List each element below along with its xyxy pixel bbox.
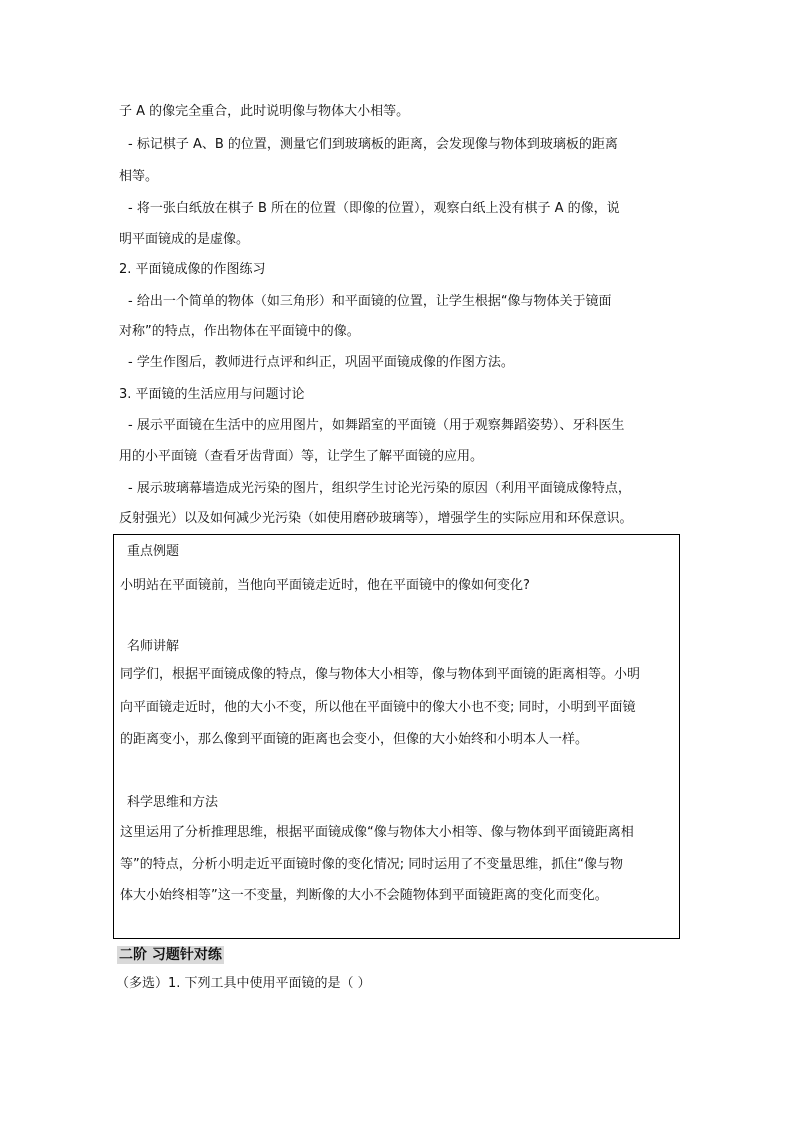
- method-title: 科学思维和方法: [127, 795, 219, 810]
- explain-line-2: 向平面镜走近时，他的大小不变，所以他在平面镜中的像大小也不变; 同时，小明到平面镜: [120, 700, 636, 715]
- method-line-3: 体大小始终相等”这一不变量，判断像的大小不会随物体到平面镜距离的变化而变化。: [120, 888, 608, 903]
- method-line-2: 等”的特点，分析小明走近平面镜时像的变化情况; 同时运用了不变量思维，抓住“像与物: [120, 857, 623, 872]
- explain-line-1: 同学们，根据平面镜成像的特点，像与物体大小相等，像与物体到平面镜的距离相等。小明: [120, 667, 641, 682]
- intro-line-12: 用的小平面镜（查看牙齿背面）等，让学生了解平面镜的应用。: [119, 449, 484, 464]
- section-3-heading: 3. 平面镜的生活应用与问题讨论: [119, 387, 305, 402]
- intro-line-5: 明平面镜成的是虚像。: [119, 232, 250, 247]
- intro-line-14: 反射强光）以及如何减少光污染（如使用磨砂玻璃等），增强学生的实际应用和环保意识。: [119, 511, 633, 526]
- intro-line-8: 对称”的特点，作出物体在平面镜中的像。: [119, 324, 360, 339]
- practice-section-heading: 二阶 习题针对练: [119, 947, 222, 963]
- intro-line-1: 子 A 的像完全重合，此时说明像与物体大小相等。: [119, 104, 410, 119]
- intro-line-4: - 将一张白纸放在棋子 B 所在的位置（即像的位置），观察白纸上没有棋子 A 的像，说: [128, 201, 620, 216]
- intro-line-3: 相等。: [119, 169, 159, 184]
- intro-line-13: - 展示玻璃幕墙造成光污染的图片，组织学生讨论光污染的原因（利用平面镜成像特点，: [128, 481, 631, 496]
- explain-line-3: 的距离变小，那么像到平面镜的距离也会变小，但像的大小始终和小明本人一样。: [120, 732, 589, 747]
- example-box: [113, 534, 680, 939]
- intro-line-9: - 学生作图后，教师进行点评和纠正，巩固平面镜成像的作图方法。: [128, 355, 514, 370]
- method-line-1: 这里运用了分析推理思维，根据平面镜成像“像与物体大小相等、像与物体到平面镜距离相: [120, 825, 634, 840]
- intro-line-11: - 展示平面镜在生活中的应用图片，如舞蹈室的平面镜（用于观察舞蹈姿势）、牙科医生: [128, 418, 625, 433]
- example-title: 重点例题: [127, 544, 180, 559]
- intro-line-7: - 给出一个简单的物体（如三角形）和平面镜的位置，让学生根据“像与物体关于镜面: [128, 294, 612, 309]
- explain-title: 名师讲解: [127, 639, 180, 654]
- question-1: （多选）1. 下列工具中使用平面镜的是（ ）: [116, 976, 371, 991]
- section-2-heading: 2. 平面镜成像的作图练习: [119, 262, 266, 277]
- example-text: 小明站在平面镜前，当他向平面镜走近时，他在平面镜中的像如何变化?: [120, 578, 530, 593]
- intro-line-2: - 标记棋子 A、B 的位置，测量它们到玻璃板的距离，会发现像与物体到玻璃板的距离: [128, 137, 618, 152]
